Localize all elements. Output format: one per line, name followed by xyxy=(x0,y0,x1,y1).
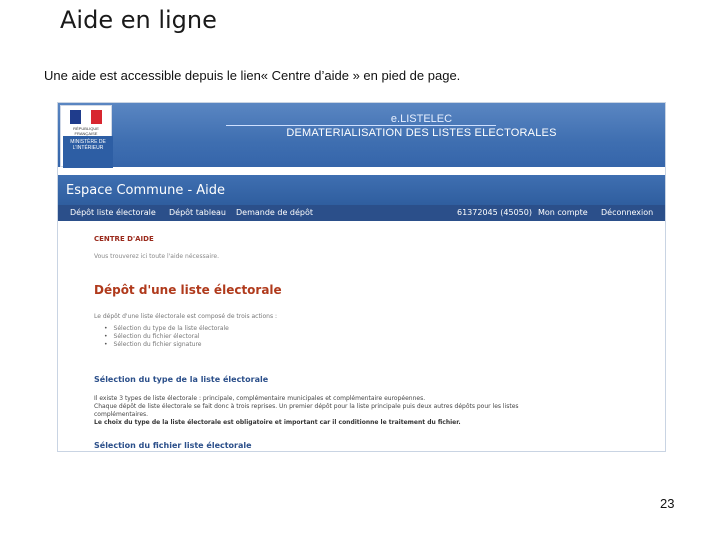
steps-list xyxy=(104,325,229,349)
slide-title: Aide en ligne xyxy=(60,6,217,34)
nav-demande-depot[interactable]: Demande de dépôt xyxy=(236,208,314,217)
page-header xyxy=(58,175,665,205)
app-screenshot xyxy=(57,102,666,452)
page-number: 23 xyxy=(660,496,675,511)
slide-subtitle: Une aide est accessible depuis le lien« Centre d’aide » en pied de page. xyxy=(44,68,461,83)
nav-mon-compte[interactable]: Mon compte xyxy=(538,208,588,217)
section-heading-type: Sélection du type de la liste électorale xyxy=(94,375,269,384)
steps-intro: Le dépôt d'une liste électorale est composé de trois actions : xyxy=(94,313,278,320)
section-text-line: complémentaires. xyxy=(94,411,149,418)
ministry-name: MINISTÈRE DE L'INTÉRIEUR xyxy=(70,139,106,151)
brand-tagline: DEMATERIALISATION DES LISTES ELECTORALES xyxy=(286,127,557,139)
section-heading-file: Sélection du fichier liste électorale xyxy=(94,441,252,450)
nav-depot-liste[interactable]: Dépôt liste électorale xyxy=(70,208,156,217)
section-text-line: Chaque dépôt de liste électorale se fait donc à trois reprises. Un premier dépôt pour la liste principale puis deux autres dépôts pour les listes xyxy=(94,403,519,410)
account-code: 61372045 (45050) xyxy=(457,208,532,217)
list-item: • Sélection du fichier électoral xyxy=(104,333,229,341)
ministry-block xyxy=(63,136,113,168)
site-banner xyxy=(58,103,665,167)
main-heading: Dépôt d'une liste électorale xyxy=(94,283,282,297)
brand-name: e.LISTELEC xyxy=(390,113,453,125)
logo-caption: RÉPUBLIQUE FRANÇAISE xyxy=(73,126,99,136)
help-intro: Vous trouverez ici toute l'aide nécessaire. xyxy=(94,253,220,260)
list-item: • Sélection du type de la liste électorale xyxy=(104,325,229,333)
page-title: Espace Commune - Aide xyxy=(66,183,226,198)
nav-depot-tableau[interactable]: Dépôt tableau xyxy=(169,208,226,217)
section-note: Le choix du type de la liste électorale est obligatoire et important car il conditionne le traitement du fichier. xyxy=(94,419,461,426)
nav-deconnexion[interactable]: Déconnexion xyxy=(601,208,654,217)
brand-divider xyxy=(226,125,496,126)
help-center-label: CENTRE D'AIDE xyxy=(94,235,154,243)
help-content xyxy=(58,221,665,451)
list-item: • Sélection du fichier signature xyxy=(104,341,229,349)
section-text-line: Il existe 3 types de liste électorale : principale, complémentaire municipales et complémentaire européennes. xyxy=(94,395,426,402)
nav-bar xyxy=(58,205,665,221)
